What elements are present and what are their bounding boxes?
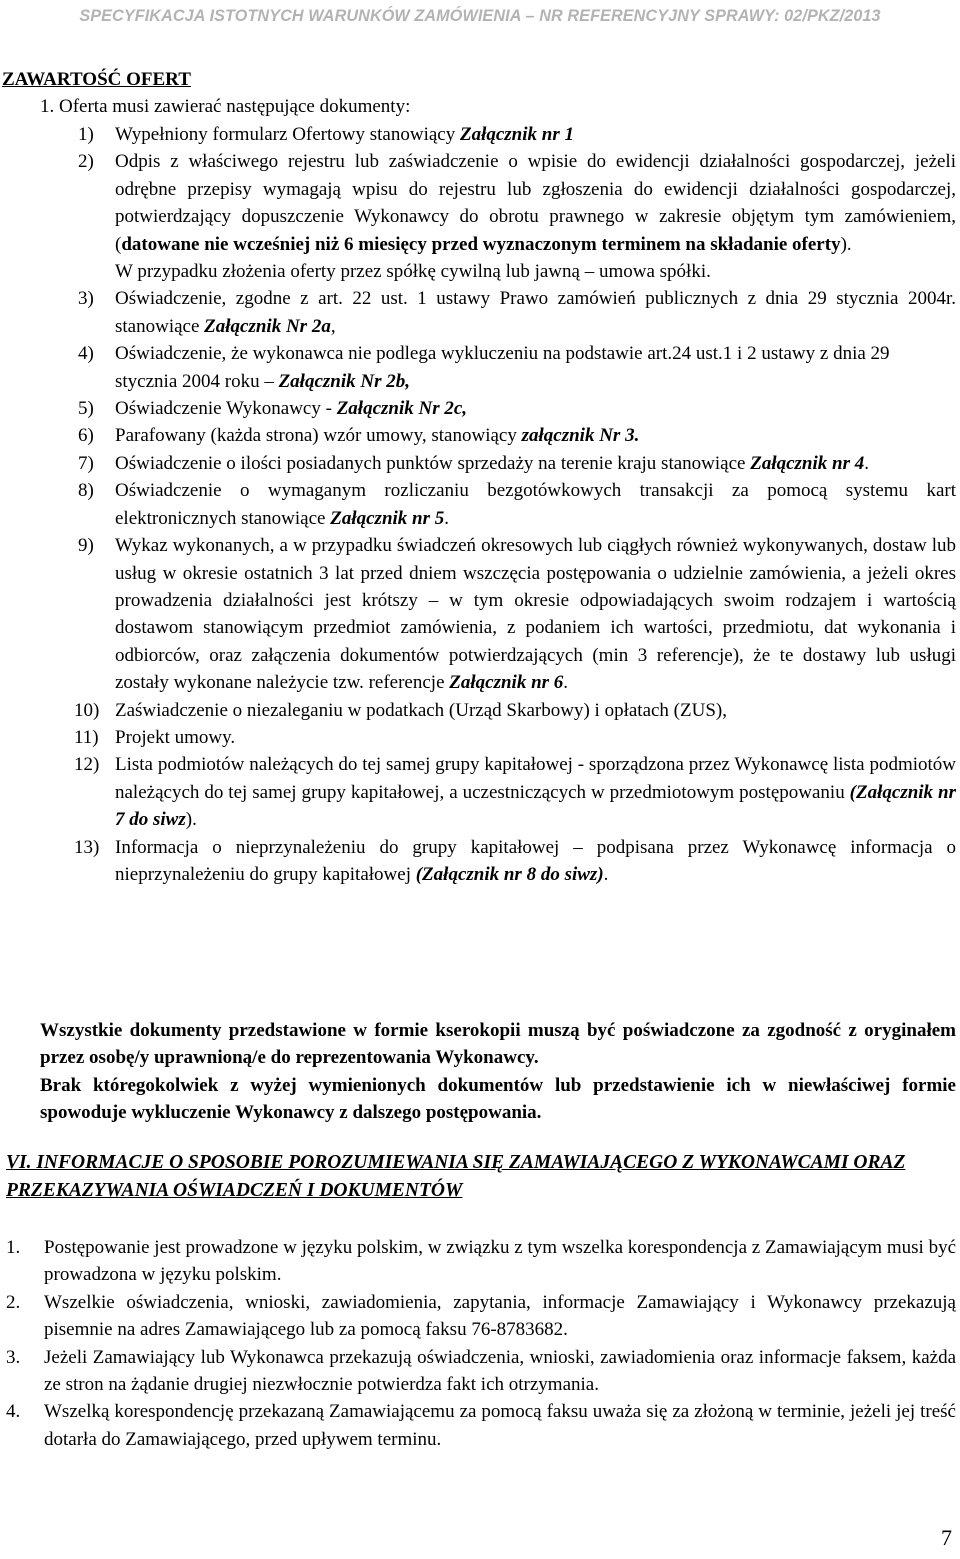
list-item [74,834,956,889]
attachment-ref: Załącznik nr 6 [449,672,564,694]
item-text: Wszelkie oświadczenia, wnioski, zawiadomienia, zapytania, informacje Zamawiający i Wykonawcy przekazują pisemnie na adres Zamawiającego lub za pomocą faksu 76-8783682. [44,1291,956,1341]
item-number: 6) [78,425,94,447]
item-number: 4) [78,343,94,365]
item-extra: W przypadku złożenia oferty przez spółkę cywilną lub jawną – umowa spółki. [115,261,711,283]
intro-line: 1. Oferta musi zawierać następujące dokumenty: [40,96,411,117]
item-tail: . [864,452,869,474]
item-tail: ). [185,809,197,831]
closing-paragraph: Wszystkie dokumenty przedstawione w formie kserokopii muszą być poświadczone za zgodność z oryginałem przez osobę/y uprawnioną/e do reprezentowania Wykonawcy. [40,1020,956,1069]
list-item [78,450,956,477]
item-number: 1. [6,1237,21,1258]
attachment-ref: Załącznik nr 4 [750,452,865,474]
item-number: 2) [78,151,94,173]
item-number: 5) [78,398,94,420]
item-text: Parafowany (każda strona) wzór umowy, stanowiący [115,425,522,447]
list-item [78,395,956,422]
attachment-ref: Załącznik nr 1 [459,124,574,145]
section-vi-title: VI. INFORMACJE O SPOSOBIE POROZUMIEWANIA SIĘ ZAMAWIAJĄCEGO Z WYKONAWCAMI ORAZ PRZEKAZYWANIA OŚWIADCZEŃ I DOKUMENTÓW [6,1152,906,1201]
item-number: 11) [74,726,99,748]
list-item [78,121,956,148]
list-item [6,1344,956,1399]
page-number: 7 [941,1525,952,1550]
item-number: 9) [78,535,94,557]
documents-list [74,121,956,888]
item-text: Projekt umowy. [115,726,236,748]
item-tail: . [444,507,450,529]
list-item [6,1234,956,1289]
attachment-ref: (Załącznik nr 7 do siwz [115,781,956,831]
list-item [74,724,956,751]
item-text: Oświadczenie o ilości posiadanych punktów sprzedaży na terenie kraju stanowiące [115,452,751,474]
item-number: 8) [78,480,94,502]
closing-paragraph: Brak któregokolwiek z wyżej wymienionych dokumentów lub przedstawienie ich w niewłaściwej formie spowoduje wykluczenie Wykonawcy z dalszego postępowania. [40,1074,956,1124]
list-item [78,285,956,340]
item-number: 1) [78,124,94,145]
item-text: Lista podmiotów należących do tej samej grupy kapitałowej - sporządzona przez Wykonawcę lista podmiotów należących do tej samej grupy kapitałowej, a uczestniczących w przedmiotowym postępowaniu [115,754,956,803]
item-number: 13) [74,836,100,858]
section-title: ZAWARTOŚĆ OFERT [2,69,191,90]
item-text: Oświadczenie, że wykonawca nie podlega wykluczeniu na podstawie art.24 ust.1 i 2 ustawy z dnia 29 stycznia 2004 roku – [115,343,890,392]
list-item [74,751,956,833]
list-item [78,532,956,696]
item-text: Jeżeli Zamawiający lub Wykonawca przekazują oświadczenia, wnioski, zawiadomienia oraz informacje faksem, każda ze stron na żądanie drugiej niezwłocznie potwierdza fakt ich otrzymania. [44,1346,956,1396]
item-number: 10) [74,699,100,721]
item-text: Wszelką korespondencję przekazaną Zamawiającemu za pomocą faksu uważa się za złożoną w terminie, jeżeli jej treść dotarła do Zamawiającego, przed upływem terminu. [44,1401,956,1450]
item-number: 4. [6,1401,21,1423]
closing-notes [40,1017,956,1127]
item-text: Wykaz wykonanych, a w przypadku świadczeń okresowych lub ciągłych również wykonywanych, dostaw lub usług w okresie ostatnich 3 lat przed dniem wszczęcia postępowania o udzielnie zamówienia, a jeżeli okres prowadzenia działalności jest krótszy – w tym okresie odpowiadających swoim rodzajem i wartością dostawom stanowiącym przedmiot zamówienia, z podaniem ich wartości, przedmiotu, dat wykonania i odbiorców, oraz załączenia dokumentów potwierdzających (min 3 referencje), że te dostawy lub usługi zostały wykonane należycie tzw. referencje [115,535,956,694]
item-tail: . [603,863,609,885]
list-item [78,422,956,449]
item-number: 2. [6,1291,21,1313]
item-text: Odpis z właściwego rejestru lub zaświadczenie o wpisie do ewidencji działalności gospodarczej, jeżeli odrębne przepisy wymagają wpisu do rejestru lub zgłoszenia do ewidencji działalności gospodarczej, potwierdzający dopuszczenie Wykonawcy do obrotu prawnego w zakresie objętym tym zamówieniem, ( [115,151,956,255]
item-text: Wypełniony formularz Ofertowy stanowiący [115,124,460,145]
item-text: Zaświadczenie o niezaleganiu w podatkach (Urząd Skarbowy) i opłatach (ZUS), [115,699,727,721]
item-number: 3) [78,288,94,310]
list-item [6,1398,956,1453]
attachment-ref: Załącznik Nr 2a [204,315,331,337]
item-text: Oświadczenie Wykonawcy - [115,398,337,420]
attachment-ref: Załącznik nr 5 [330,507,445,529]
item-tail: . [563,672,569,694]
item-number: 7) [78,452,94,474]
attachment-ref: załącznik Nr 3. [521,425,640,447]
attachment-ref: Załącznik Nr 2c, [336,398,468,420]
item-number: 3. [6,1346,21,1368]
item-text: Postępowanie jest prowadzone w języku polskim, w związku z tym wszelka korespondencja z Zamawiającym musi być prowadzona w języku polskim. [44,1237,956,1286]
item-number: 12) [74,754,100,776]
attachment-ref: (Załącznik nr 8 do siwz) [415,863,604,885]
item-tail: ). [840,233,852,255]
list-item [74,697,956,724]
item-text: Informacja o nieprzynależeniu do grupy kapitałowej – podpisana przez Wykonawcę informacja o nieprzynależeniu do grupy kapitałowej [115,836,956,885]
document-header: SPECYFIKACJA ISTOTNYCH WARUNKÓW ZAMÓWIENIA – NR REFERENCYJNY SPRAWY: 02/PKZ/2013 [79,7,881,25]
list-item [78,340,956,395]
item-text: Oświadczenie, zgodne z art. 22 ust. 1 ustawy Prawo zamówień publicznych z dnia 29 stycznia 2004r. stanowiące [115,288,956,337]
list-item [6,1289,956,1344]
communication-list [6,1234,956,1453]
item-text: Oświadczenie o wymaganym rozliczaniu bezgotówkowych transakcji za pomocą systemu kart elektronicznych stanowiące [115,480,956,529]
list-item [78,477,956,532]
item-tail: , [330,315,336,337]
bold-note: datowane nie wcześniej niż 6 miesięcy przed wyznaczonym terminem na składanie oferty [121,233,841,255]
list-item [78,148,956,285]
attachment-ref: Załącznik Nr 2b, [278,370,411,392]
